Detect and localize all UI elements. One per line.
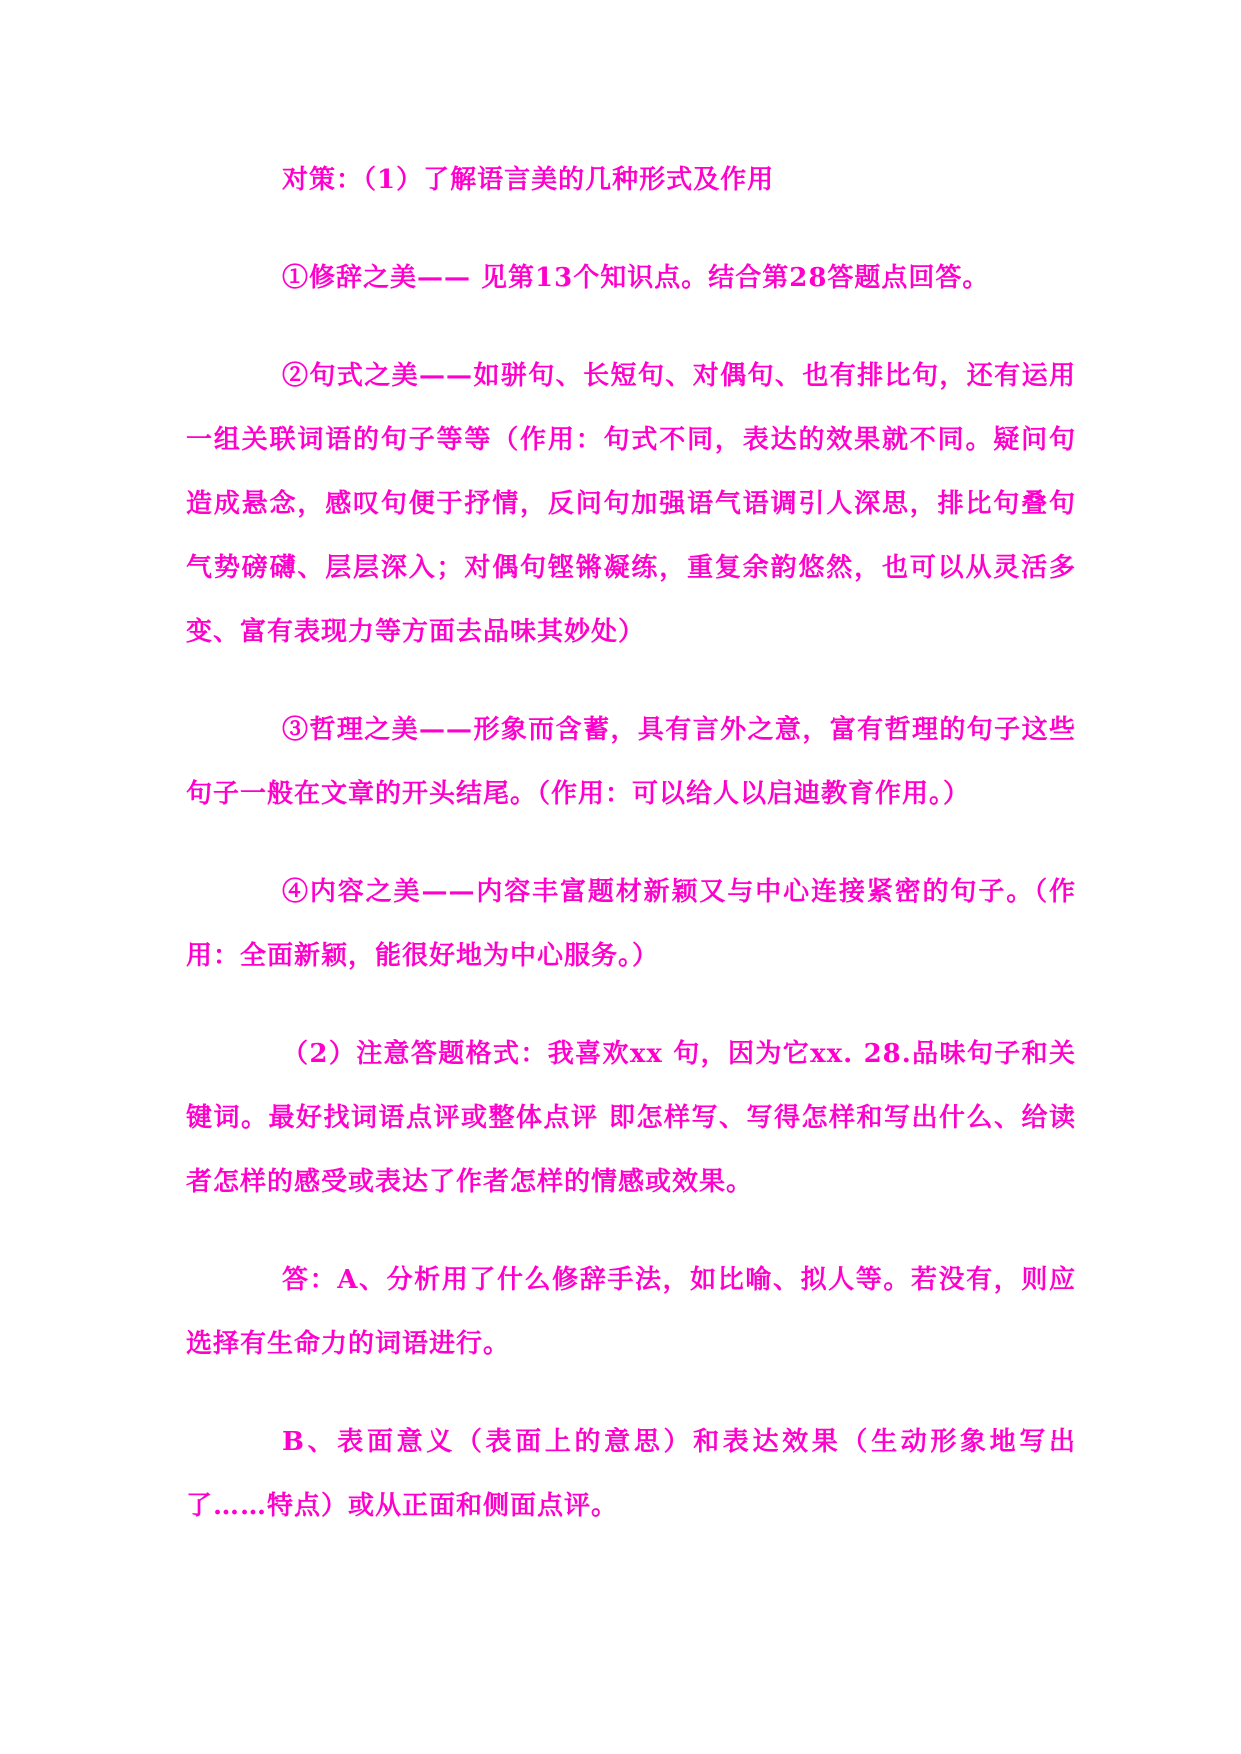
paragraph-sentence-pattern-beauty: ②句式之美——如骈句、长短句、对偶句、也有排比句，还有运用一组关联词语的句子等等（作用：句式不同，表达的效果就不同。疑问句造成悬念，感叹句便于抒情，反问句加强语气语调引人深思，排比句叠句气势磅礴、层层深入；对偶句铿锵凝练，重复余韵悠然，也可以从灵活多变、富有表现力等方面去品味其妙处） xyxy=(186,361,1076,647)
paragraph-answer-a: 答：A、分析用了什么修辞手法，如比喻、拟人等。若没有，则应选择有生命力的词语进行。 xyxy=(186,1265,1076,1359)
paragraph-rhetoric-beauty: ①修辞之美—— 见第13个知识点。结合第28答题点回答。 xyxy=(282,263,990,293)
paragraph-strategy-heading: 对策：（1）了解语言美的几种形式及作用 xyxy=(282,165,775,195)
document-body xyxy=(186,148,1076,1572)
paragraph-answer-b: B、表面意义（表面上的意思）和表达效果（生动形象地写出了……特点）或从正面和侧面点评。 xyxy=(186,1427,1076,1521)
paragraph-answer-format: （2）注意答题格式：我喜欢xx 句，因为它xx. 28.品味句子和关键词。最好找词语点评或整体点评 即怎样写、写得怎样和写出什么、给读者怎样的感受或表达了作者怎样的情感或效果。 xyxy=(186,1039,1076,1197)
paragraph-philosophy-beauty: ③哲理之美——形象而含蓄，具有言外之意，富有哲理的句子这些句子一般在文章的开头结尾。（作用：可以给人以启迪教育作用。） xyxy=(186,715,1076,809)
paragraph-content-beauty: ④内容之美——内容丰富题材新颖又与中心连接紧密的句子。（作用：全面新颖，能很好地为中心服务。） xyxy=(186,877,1076,971)
